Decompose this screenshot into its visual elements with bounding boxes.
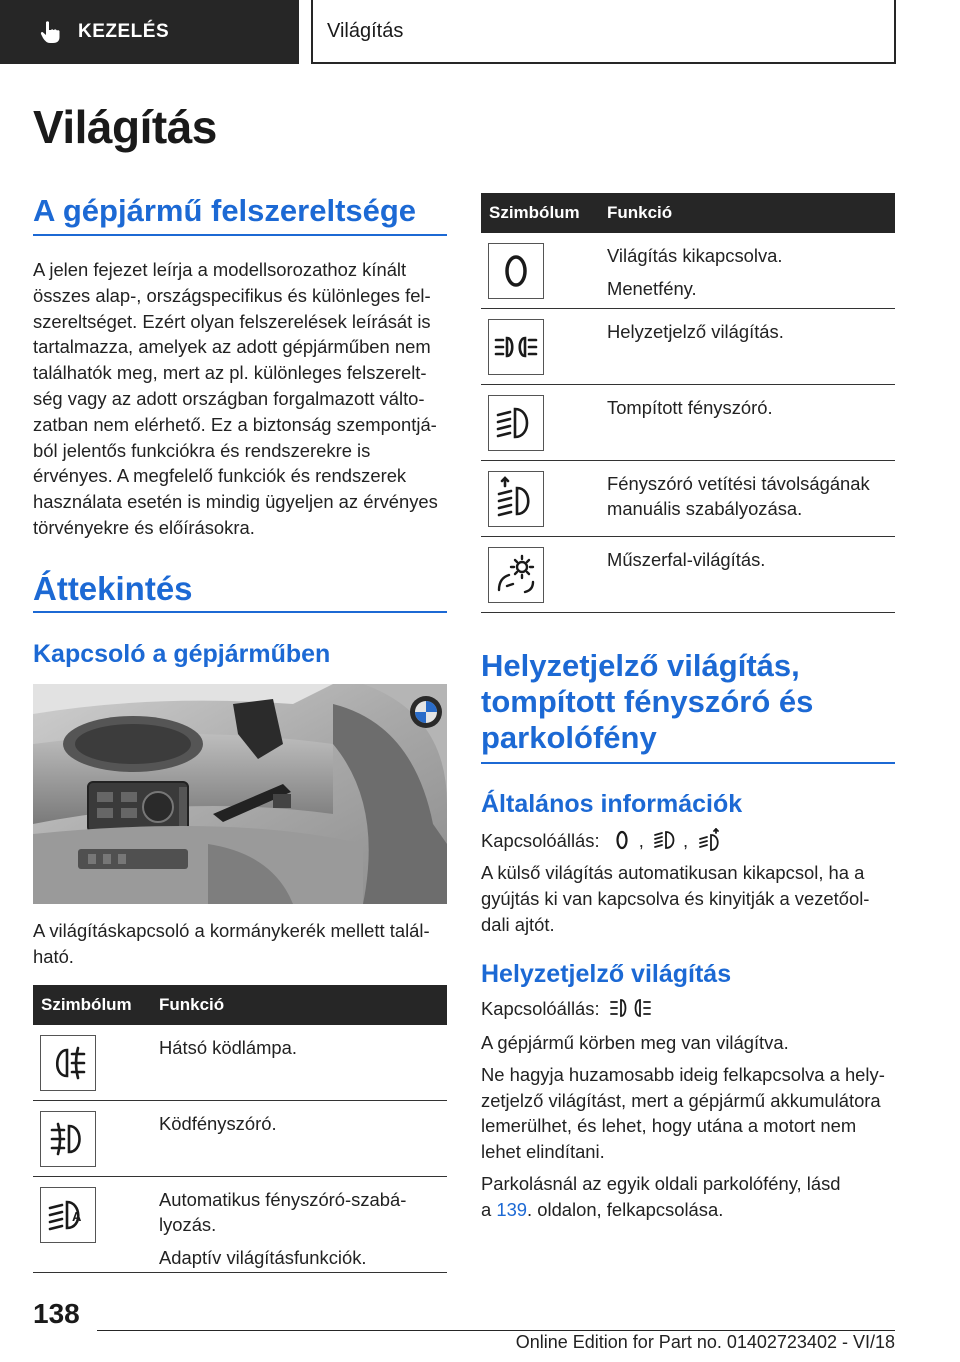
switch-position-line bbox=[481, 828, 901, 854]
heading-line: tompított fényszóró és bbox=[481, 684, 814, 719]
table-row bbox=[481, 309, 895, 385]
section-tab[interactable] bbox=[0, 0, 299, 64]
text-line: használata esetén is mindig ügyeljen az érvényes bbox=[33, 491, 438, 513]
text-line: Automatikus fényszóró-szabá- bbox=[159, 1189, 407, 1210]
table-row bbox=[481, 233, 895, 309]
col-symbol: Szimbólum bbox=[41, 995, 132, 1014]
footer-rule bbox=[97, 1330, 895, 1331]
separator: , bbox=[638, 830, 644, 851]
text-line: Parkolásnál az egyik oldali parkolófény, lásd bbox=[481, 1172, 841, 1194]
switch-position-label: Kapcsolóállás: bbox=[481, 998, 600, 1019]
text-line: zatban nem elérhető. Ez a biztonság szempontjá‐ bbox=[33, 413, 437, 435]
equipment-rule bbox=[33, 234, 447, 236]
heading-line: parkolófény bbox=[481, 720, 657, 755]
ref-suffix: . oldalon, felkapcsolása. bbox=[527, 1198, 724, 1220]
text-line: dali ajtót. bbox=[481, 913, 555, 935]
left-symbol-table bbox=[33, 985, 447, 1273]
text-line: A világításkapcsoló a kormánykerék mellett talál‐ bbox=[33, 920, 430, 941]
table-row bbox=[481, 461, 895, 537]
parking-info-paragraph bbox=[481, 1030, 901, 1223]
low-beam-icon bbox=[697, 828, 723, 852]
switch-heading: Kapcsoló a gépjárműben bbox=[33, 640, 331, 668]
table-row bbox=[33, 1101, 447, 1177]
page-title: Világítás bbox=[33, 101, 217, 153]
lights-off-icon bbox=[609, 828, 635, 852]
table-row bbox=[33, 1177, 447, 1273]
headlight-range-icon bbox=[488, 471, 544, 527]
col-function: Funkció bbox=[159, 995, 225, 1014]
text-line: lemerülhet, és lehet, hogy utána a motort nem bbox=[481, 1115, 857, 1137]
instrument-lighting-icon bbox=[488, 547, 544, 603]
text-line: szereltséget. Ezért olyan felszerelések leírását is bbox=[33, 310, 431, 332]
chapter-label: Világítás bbox=[327, 19, 404, 42]
parking-low-beam-heading bbox=[481, 648, 813, 756]
text-line: Ne hagyja huzamosabb ideig felkapcsolva a hely‐ bbox=[481, 1063, 885, 1085]
text-line bbox=[481, 1197, 901, 1223]
hand-pointer-icon bbox=[40, 20, 62, 44]
automatic-headlight-icon bbox=[40, 1187, 96, 1243]
text-line: manuális szabályozása. bbox=[607, 498, 803, 519]
text-line: érvényes. A megfelelő funkciók és rendszerek bbox=[33, 465, 407, 487]
col-symbol: Szimbólum bbox=[489, 203, 580, 222]
text-line: gyújtás ki van kapcsolva és kinyitják a vezetőol‐ bbox=[481, 887, 870, 909]
text-line: törvényekre és előírásokra. bbox=[33, 516, 255, 538]
photo-caption bbox=[33, 918, 453, 970]
general-info-paragraph bbox=[481, 860, 901, 937]
function-text: Hátsó ködlámpa. bbox=[159, 1037, 298, 1058]
heading-line: Helyzetjelző világítás, bbox=[481, 648, 800, 683]
table-row bbox=[481, 385, 895, 461]
separator: , bbox=[682, 830, 689, 851]
text-line: A jelen fejezet leírja a modellsorozathoz kínált bbox=[33, 259, 407, 280]
edition-text: Online Edition for Part no. 01402723402 - VI/18 bbox=[515, 1332, 895, 1352]
page-number: 138 bbox=[33, 1298, 80, 1329]
overview-rule bbox=[33, 611, 447, 613]
text-line: tartalmazza, amelyek az adott gépjárműben nem bbox=[33, 336, 431, 358]
ref-prefix: a bbox=[481, 1198, 497, 1220]
function-text: Ködfényszóró. bbox=[159, 1113, 277, 1134]
switch-position-label: Kapcsolóállás: bbox=[481, 830, 600, 851]
table-row bbox=[481, 537, 895, 613]
text-line: ból jelentős funkciókra és rendszerekre is bbox=[33, 439, 371, 461]
section-rule bbox=[481, 762, 895, 764]
front-fog-lamp-icon bbox=[40, 1111, 96, 1167]
table-row bbox=[33, 1025, 447, 1101]
function-text bbox=[607, 471, 870, 521]
text-line: ség vagy az adott országban forgalmazott válto‐ bbox=[33, 387, 425, 409]
warning-text bbox=[481, 1062, 901, 1165]
text-line: zetjelző világítást, mert a gépjármű akkumulátora bbox=[481, 1089, 881, 1111]
text-line: lehet elindítani. bbox=[481, 1141, 605, 1163]
text-line: A gépjármű körben meg van világítva. bbox=[481, 1032, 789, 1053]
light-switch-photo bbox=[33, 684, 447, 904]
text-line: összes alap-, országspecifikus és különleges fel‐ bbox=[33, 284, 431, 306]
equipment-heading: A gépjármű felszereltsége bbox=[33, 193, 417, 228]
reference-text bbox=[481, 1171, 901, 1223]
function-extra: Menetfény. bbox=[607, 278, 697, 299]
function-text: Műszerfal-világítás. bbox=[607, 549, 766, 570]
rear-fog-lamp-icon bbox=[40, 1035, 96, 1091]
svg-text:A: A bbox=[72, 1209, 82, 1224]
parking-lights-icon bbox=[488, 319, 544, 375]
text-line: A külső világítás automatikusan kikapcsol, ha a bbox=[481, 862, 865, 883]
parking-lights-heading: Helyzetjelző világítás bbox=[481, 960, 732, 988]
table-header bbox=[481, 193, 895, 233]
function-text: Világítás kikapcsolva. bbox=[607, 245, 783, 266]
page-reference-link[interactable]: 139 bbox=[496, 1198, 528, 1220]
parking-lights-icon bbox=[609, 996, 653, 1020]
function-text: Tompított fényszóró. bbox=[607, 397, 773, 418]
text-line: találhatók meg, mert az pl. különleges felszerelt‐ bbox=[33, 362, 427, 384]
right-symbol-table bbox=[481, 193, 895, 613]
parking-lights-icon bbox=[653, 828, 679, 852]
equipment-paragraph bbox=[33, 257, 453, 541]
parking-switch-position-line bbox=[481, 996, 901, 1022]
text-line: lyozás. bbox=[159, 1214, 217, 1235]
text-line: ható. bbox=[33, 945, 74, 967]
text-line: Fényszóró vetítési távolságának bbox=[607, 473, 870, 494]
lights-off-icon bbox=[488, 243, 544, 299]
section-label: KEZELÉS bbox=[78, 21, 170, 42]
table-header bbox=[33, 985, 447, 1025]
overview-heading: Áttekintés bbox=[33, 570, 193, 607]
function-text bbox=[159, 1187, 406, 1237]
col-function: Funkció bbox=[607, 203, 673, 222]
function-text: Helyzetjelző világítás. bbox=[607, 321, 784, 342]
chapter-tab[interactable] bbox=[311, 0, 896, 64]
function-extra: Adaptív világításfunkciók. bbox=[159, 1247, 367, 1268]
general-info-heading: Általános információk bbox=[481, 790, 743, 818]
low-beam-icon bbox=[488, 395, 544, 451]
